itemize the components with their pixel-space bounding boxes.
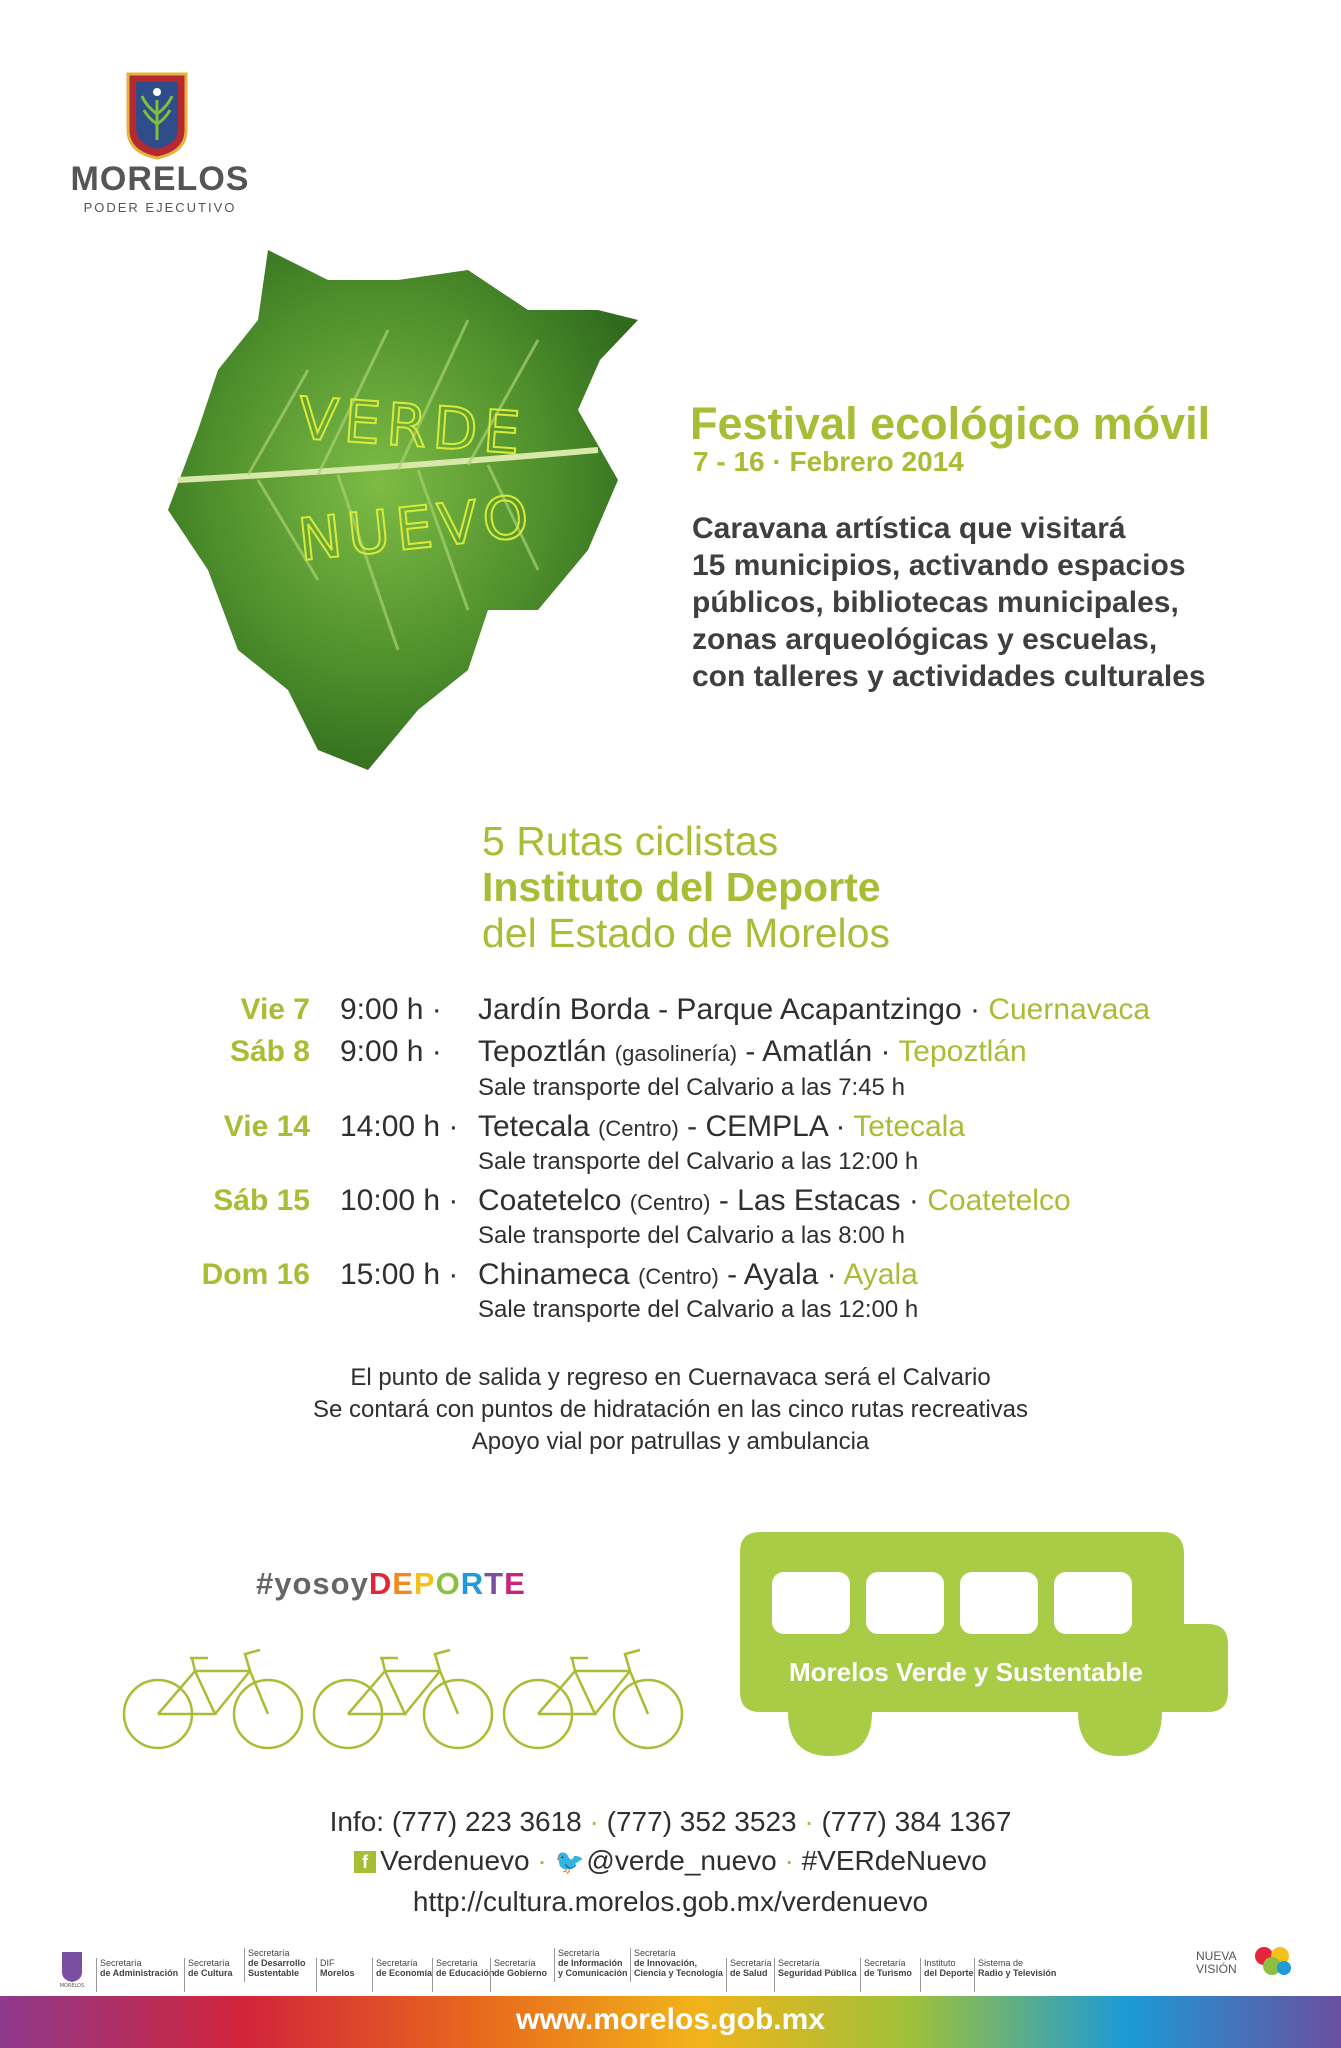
route-sep: ·: [827, 1110, 854, 1143]
route-city: Ayala: [843, 1258, 918, 1291]
schedule-note: Sale transporte del Calvario a las 12:00 h: [478, 1296, 919, 1323]
hashtag-yosoydeporte: [256, 1566, 526, 1602]
contact-info: [0, 1802, 1341, 1921]
festival-desc-line: 15 municipios, activando espacios: [692, 549, 1186, 582]
bicycle-icon: [314, 1650, 492, 1748]
festival-desc-line: Caravana artística que visitará: [692, 512, 1126, 545]
schedule-route: [478, 1035, 1027, 1069]
department-line: de Turismo: [864, 1968, 912, 1978]
schedule-time: 15:00 h ·: [340, 1258, 459, 1291]
bus-wheel: [1078, 1712, 1162, 1756]
bus-window: [1054, 1572, 1132, 1634]
department-line: Secretaría: [558, 1948, 600, 1958]
route-sep: ·: [961, 993, 989, 1026]
phone-number[interactable]: (777) 352 3523: [606, 1806, 797, 1837]
footer-department[interactable]: [184, 1958, 233, 1992]
bicycle-icon: [124, 1650, 302, 1748]
routes-header-line3: del Estado de Morelos: [482, 910, 890, 956]
department-line: Secretaría: [494, 1958, 536, 1968]
schedule-route: [478, 1258, 918, 1292]
department-line: de Administración: [100, 1968, 179, 1978]
separator-dot: ·: [784, 1845, 794, 1876]
hashtag-letter: E: [392, 1566, 414, 1601]
department-line: Sistema de: [978, 1958, 1024, 1968]
info-label: Info:: [329, 1806, 385, 1837]
event-notes: [0, 1362, 1341, 1458]
schedule-time: 9:00 h ·: [340, 993, 442, 1026]
route-city: Tepoztlán: [898, 1035, 1027, 1068]
facebook-link[interactable]: Verdenuevo: [380, 1845, 530, 1876]
department-line: Instituto: [924, 1958, 956, 1968]
hashtag-letter: T: [484, 1566, 505, 1601]
schedule-day: Vie 7: [240, 993, 310, 1026]
schedule-note: Sale transporte del Calvario a las 7:45 h: [478, 1074, 905, 1101]
department-line: Secretaría: [778, 1958, 820, 1968]
route-end: - Ayala: [727, 1258, 819, 1291]
schedule-day: Sáb 15: [213, 1184, 310, 1217]
department-line: y Comunicación: [558, 1968, 628, 1978]
schedule-route: [478, 993, 1150, 1027]
route-city: Cuernavaca: [988, 993, 1151, 1026]
footer-department[interactable]: [432, 1958, 495, 1992]
route-sep: ·: [900, 1184, 928, 1217]
department-line: Secretaría: [436, 1958, 478, 1968]
route-start: Coatetelco: [478, 1184, 622, 1217]
schedule-time: 14:00 h ·: [340, 1110, 459, 1143]
footer-url[interactable]: www.morelos.gob.mx: [516, 2003, 825, 2036]
department-line: de Innovación,: [634, 1958, 698, 1968]
footer-department[interactable]: [974, 1958, 1056, 1992]
department-line: del Deporte: [924, 1968, 974, 1978]
department-line: Morelos: [320, 1968, 355, 1978]
footer-departments: [54, 1948, 1294, 1994]
contact-social: [0, 1841, 1341, 1882]
route-start-detail: (Centro): [598, 1116, 679, 1141]
department-line: de Educación: [436, 1968, 495, 1978]
department-line: Secretaría: [376, 1958, 418, 1968]
route-start: Jardín Borda - Parque Acapantzingo: [478, 993, 962, 1026]
bus-illustration: [732, 1532, 1232, 1762]
bicycles-illustration: [120, 1636, 690, 1751]
festival-desc-line: públicos, bibliotecas municipales,: [692, 586, 1179, 619]
nueva-vision-line: VISIÓN: [1196, 1962, 1237, 1976]
footer-department[interactable]: [860, 1958, 912, 1992]
schedule-day: Sáb 8: [229, 1035, 310, 1068]
leaf-text-nuevo: NUEVO: [294, 481, 538, 575]
route-start-detail: (Centro): [629, 1190, 711, 1215]
department-line: Secretaría: [248, 1948, 290, 1958]
department-line: Secretaría: [634, 1948, 676, 1958]
twitter-link[interactable]: @verde_nuevo: [586, 1845, 777, 1876]
footer-department[interactable]: [244, 1948, 306, 1982]
festival-desc-line: zonas arqueológicas y escuelas,: [692, 623, 1158, 656]
department-line: de Economía: [376, 1968, 433, 1978]
department-line: de Salud: [730, 1968, 768, 1978]
footer-department[interactable]: [726, 1958, 772, 1992]
leaf-text-verde: VERDE: [296, 384, 529, 468]
hashtag-letter: D: [368, 1566, 393, 1601]
schedule-route: [478, 1110, 965, 1144]
footer-department[interactable]: [774, 1958, 857, 1992]
separator-dot: ·: [589, 1806, 599, 1837]
mini-logo-label: MORELOS: [59, 1983, 85, 1988]
routes-header: [482, 818, 890, 956]
footer-department[interactable]: [920, 1958, 974, 1992]
twitter-icon: 🐦: [554, 1849, 585, 1876]
schedule-day: Dom 16: [201, 1258, 310, 1291]
route-end: - CEMPLA: [687, 1110, 828, 1143]
contact-url[interactable]: http://cultura.morelos.gob.mx/verdenuevo: [412, 1886, 929, 1917]
nueva-vision-heart-icon: [1252, 1946, 1294, 1978]
hashtag-letter: R: [460, 1566, 485, 1601]
hashtag-link[interactable]: #VERdeNuevo: [801, 1845, 987, 1876]
route-start: Chinameca: [478, 1258, 630, 1291]
department-line: Seguridad Pública: [778, 1968, 857, 1978]
nueva-vision-label: [1196, 1950, 1237, 1976]
schedule-day: Vie 14: [223, 1110, 310, 1143]
festival-desc-line: con talleres y actividades culturales: [692, 660, 1206, 693]
department-line: de Información: [558, 1958, 623, 1968]
phone-number[interactable]: (777) 223 3618: [391, 1806, 582, 1837]
note-line: Se contará con puntos de hidratación en las cinco rutas recreativas: [312, 1396, 1029, 1423]
routes-header-line2: Instituto del Deporte: [482, 864, 881, 910]
department-line: Secretaría: [864, 1958, 906, 1968]
department-line: Radio y Televisión: [978, 1968, 1057, 1978]
verde-nuevo-leaf-map: [168, 250, 688, 780]
hashtag-letter: E: [504, 1566, 526, 1601]
schedule-note: Sale transporte del Calvario a las 8:00 h: [478, 1222, 905, 1249]
route-start-detail: (Centro): [638, 1264, 719, 1289]
hashtag-letter: P: [413, 1566, 436, 1601]
bus-window: [960, 1572, 1038, 1634]
hashtag-prefix: #yosoy: [256, 1566, 369, 1601]
department-line: Sustentable: [248, 1968, 300, 1978]
footer-department[interactable]: [554, 1948, 628, 1982]
bus-label: Morelos Verde y Sustentable: [788, 1657, 1143, 1687]
department-line: Ciencia y Tecnología: [634, 1968, 723, 1978]
route-end: - Las Estacas: [718, 1184, 901, 1217]
route-start-detail: (gasolinería): [614, 1041, 738, 1066]
schedule-time: 9:00 h ·: [340, 1035, 442, 1068]
logo-subtitle: PODER EJECUTIVO: [83, 200, 237, 215]
logo-title: MORELOS: [70, 160, 250, 198]
route-city: Coatetelco: [927, 1184, 1071, 1217]
note-line: Apoyo vial por patrullas y ambulancia: [471, 1428, 870, 1455]
footer-department[interactable]: [490, 1958, 547, 1992]
contact-phones: [0, 1802, 1341, 1841]
separator-dot: ·: [804, 1806, 814, 1837]
bicycle-icon: [504, 1650, 682, 1748]
schedule-note: Sale transporte del Calvario a las 12:00 h: [478, 1148, 919, 1175]
facebook-icon: f: [354, 1851, 376, 1873]
separator-dot: ·: [537, 1845, 547, 1876]
phone-number[interactable]: (777) 384 1367: [821, 1806, 1012, 1837]
festival-description: [692, 510, 1312, 695]
footer-department[interactable]: [372, 1958, 432, 1992]
department-line: DIF: [320, 1958, 335, 1968]
hashtag-colored-word: [369, 1566, 526, 1601]
department-line: de Cultura: [188, 1968, 233, 1978]
department-line: Secretaría: [188, 1958, 230, 1968]
schedule-time: 10:00 h ·: [340, 1184, 459, 1217]
route-city: Tetecala: [853, 1110, 966, 1143]
route-sep: ·: [818, 1258, 844, 1291]
route-sep: ·: [872, 1035, 899, 1068]
bus-window: [866, 1572, 944, 1634]
footer-department[interactable]: [630, 1948, 723, 1982]
nueva-vision-line: NUEVA: [1196, 1949, 1237, 1963]
hashtag-letter: O: [435, 1566, 461, 1601]
footer-department[interactable]: [316, 1958, 355, 1992]
note-line: El punto de salida y regreso en Cuernavaca será el Calvario: [350, 1364, 991, 1391]
route-start: Tetecala: [478, 1110, 590, 1143]
routes-header-line1: 5 Rutas ciclistas: [482, 818, 779, 864]
department-line: de Gobierno: [494, 1968, 548, 1978]
morelos-shield-logo: [124, 70, 190, 160]
department-line: Secretaría: [100, 1958, 142, 1968]
festival-title: Festival ecológico móvil: [690, 398, 1211, 449]
route-start: Tepoztlán: [478, 1035, 607, 1068]
footer-department[interactable]: [96, 1958, 178, 1992]
department-line: de Desarrollo: [248, 1958, 306, 1968]
department-line: Secretaría: [730, 1958, 772, 1968]
route-end: - Amatlán: [745, 1035, 873, 1068]
schedule-route: [478, 1184, 1071, 1218]
bus-wheel: [788, 1712, 872, 1756]
festival-dates: 7 - 16 · Febrero 2014: [693, 446, 964, 477]
bus-window: [772, 1572, 850, 1634]
